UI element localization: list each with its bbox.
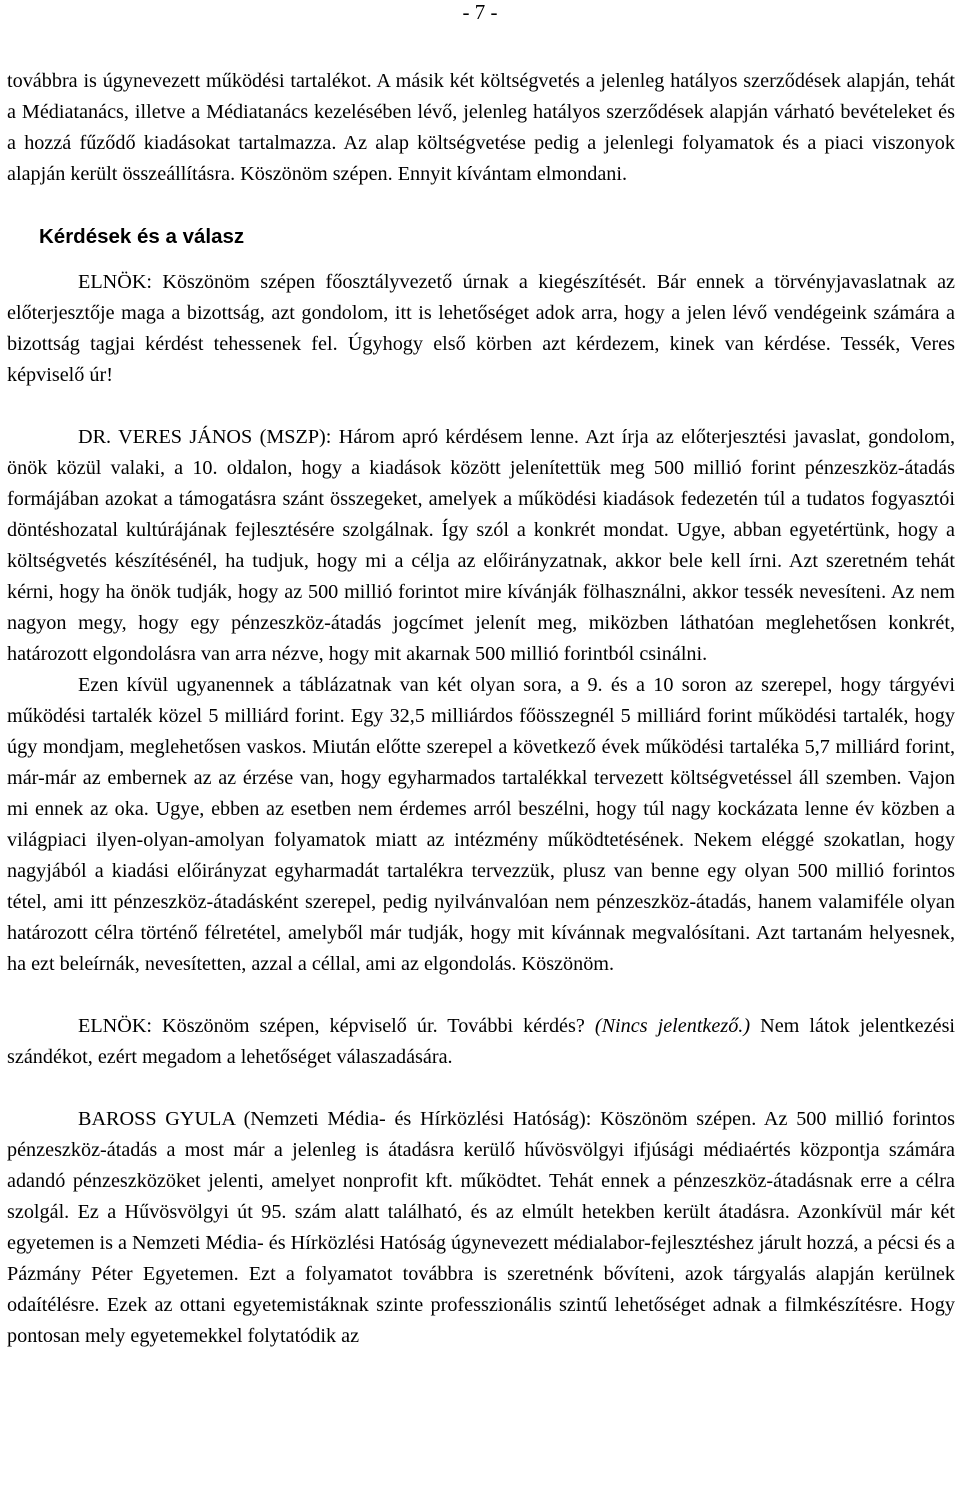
chair-text-before: ELNÖK: Köszönöm szépen, képviselő úr. További kérdés?	[78, 1015, 585, 1037]
paragraph-chair-opening: ELNÖK: Köszönöm szépen főosztályvezető úrnak a kiegészítését. Bár ennek a törvényjavaslatnak az előterjesztője maga a bizottság, azt gondolom, itt is lehetőséget adok arra, hogy a jelen lévő vendégeink számára a bizottság tagjai kérdést tehessenek fel. Úgyhogy első körben azt kérdezem, kinek van kérdése. Tessék, Veres képviselő úr!	[7, 271, 955, 386]
chair-text-after: Nem látok jelentkezési szándékot, ezért megadom a lehetőséget válaszadására.	[7, 1015, 956, 1068]
paragraph-veres-question-continued: Ezen kívül ugyanennek a táblázatnak van két olyan sora, a 9. és a 10 soron az szerepel, hogy tárgyévi működési tartalék közel 5 milliárd forint. Egy 32,5 milliárdos főösszegnél 5 milliárd forint működési tartalék, hogy úgy mondjam, meglehetősen vaskos. Miután előtte szerepel a következő évek működési tartaléka 5,7 milliárd forint, már-már az embernek az az érzése van, hogy egyharmados tartalékkal tervezett költségvetéssel áll szemben. Vajon mi ennek az oka. Ugye, ebben az esetben nem érdemes arról beszélni, hogy túl nagy kockázata lenne év közben a világpiaci ilyen-olyan-amolyan folyamatok miatt az intézmény működtetésének. Nekem eléggé szokatlan, hogy nagyjából a kiadási előirányzat egyharmadát tartalékra tervezzük, plusz van benne egy olyan 500 millió forintos tétel, ami itt pénzeszköz-átadásként szerepel, pedig nyilvánvalóan nem pénzeszköz-átadás, hanem valamiféle olyan határozott célra történő félretétel, amelyből már tudják, hogy mit kívánnak megvalósítani. Azt tartanám helyesnek, ha ezt beleírnák, nevesítetten, azzal a céllal, ami az elgondolás. Köszönöm.	[7, 674, 955, 975]
stage-direction: (Nincs jelentkező.)	[594, 1015, 751, 1037]
paragraph-baross-answer: BAROSS GYULA (Nemzeti Média- és Hírközlési Hatóság): Köszönöm szépen. Az 500 millió forintos pénzeszköz-átadás a most már a jelenleg is átadásra kerülő hűvösvölgyi ifjúsági médiaértés központja számára adandó pénzeszközöket jelenti, amelyet nonprofit kft. működtet. Tehát ennek a pénzeszköz-átadásnak erre a célra szolgál. Ez a Hűvösvölgyi út 95. szám alatt található, és az elmúlt hetekben került átadásra. Azonkívül már két egyetemen is a Nemzeti Média- és Hírközlési Hatóság úgynevezett médialabor-fejlesztéshez járult hozzá, a pécsi és a Pázmány Péter Egyetemen. Ezt a folyamatot továbbra is szeretnénk bővíteni, azok tárgyalás alapján kerülnek odaítélésre. Ezek az ottani egyetemistáknak szinte professzionális szintű lehetőséget adnak a filmkészítésre. Hogy pontosan mely egyetemekkel folytatódik az	[7, 1108, 955, 1347]
paragraph-intro: továbbra is úgynevezett működési tartalékot. A másik két költségvetés a jelenleg hatályos szerződések alapján, tehát a Médiatanács, illetve a Médiatanács kezelésében lévő, jelenleg hatályos szerződések alapján várható bevételeket és a hozzá fűződő kiadásokat tartalmazza. Az alap költségvetése pedig a jelenlegi folyamatok és a piaci viszonyok alapján került összeállításra. Köszönöm szépen. Ennyit kívántam elmondani.	[7, 70, 955, 185]
spacer	[7, 391, 955, 422]
paragraph-chair-followup	[7, 1011, 955, 1073]
section-heading: Kérdések és a válasz	[39, 225, 245, 248]
spacer	[7, 190, 955, 221]
spacer	[7, 252, 955, 267]
spacer	[7, 1073, 955, 1104]
paragraph-veres-question: DR. VERES JÁNOS (MSZP): Három apró kérdésem lenne. Azt írja az előterjesztési javaslat, gondolom, önök közül valaki, a 10. oldalon, hogy a kiadások között jelenítettük meg 500 millió forint pénzeszköz-átadás formájában azokat a támogatásra szánt összegeket, amelyek a működési kiadások fedezetén túl a tudatos fogyasztói döntéshozatal kultúrájának fejlesztésére szolgálnak. Így szól a konkrét mondat. Ugye, abban egyetértünk, hogy a költségvetés készítésénél, ha tudjuk, hogy mi a célja az előirányzatnak, akkor bele kell írni. Azt szeretném tehát kérni, hogy ha önök tudják, hogy az 500 millió forintot mire kívánják fölhasználni, akkor tessék nevesíteni. Az nem nagyon megy, hogy egy pénzeszköz-átadás jogcímet jelenít meg, miközben láthatóan meglehetősen konkrét, határozott elgondolásra van arra nézve, hogy mit akarnak 500 millió forintból csinálni.	[7, 426, 955, 665]
document-body	[7, 66, 955, 1352]
page-number: - 7 -	[462, 0, 498, 24]
spacer	[7, 980, 955, 1011]
